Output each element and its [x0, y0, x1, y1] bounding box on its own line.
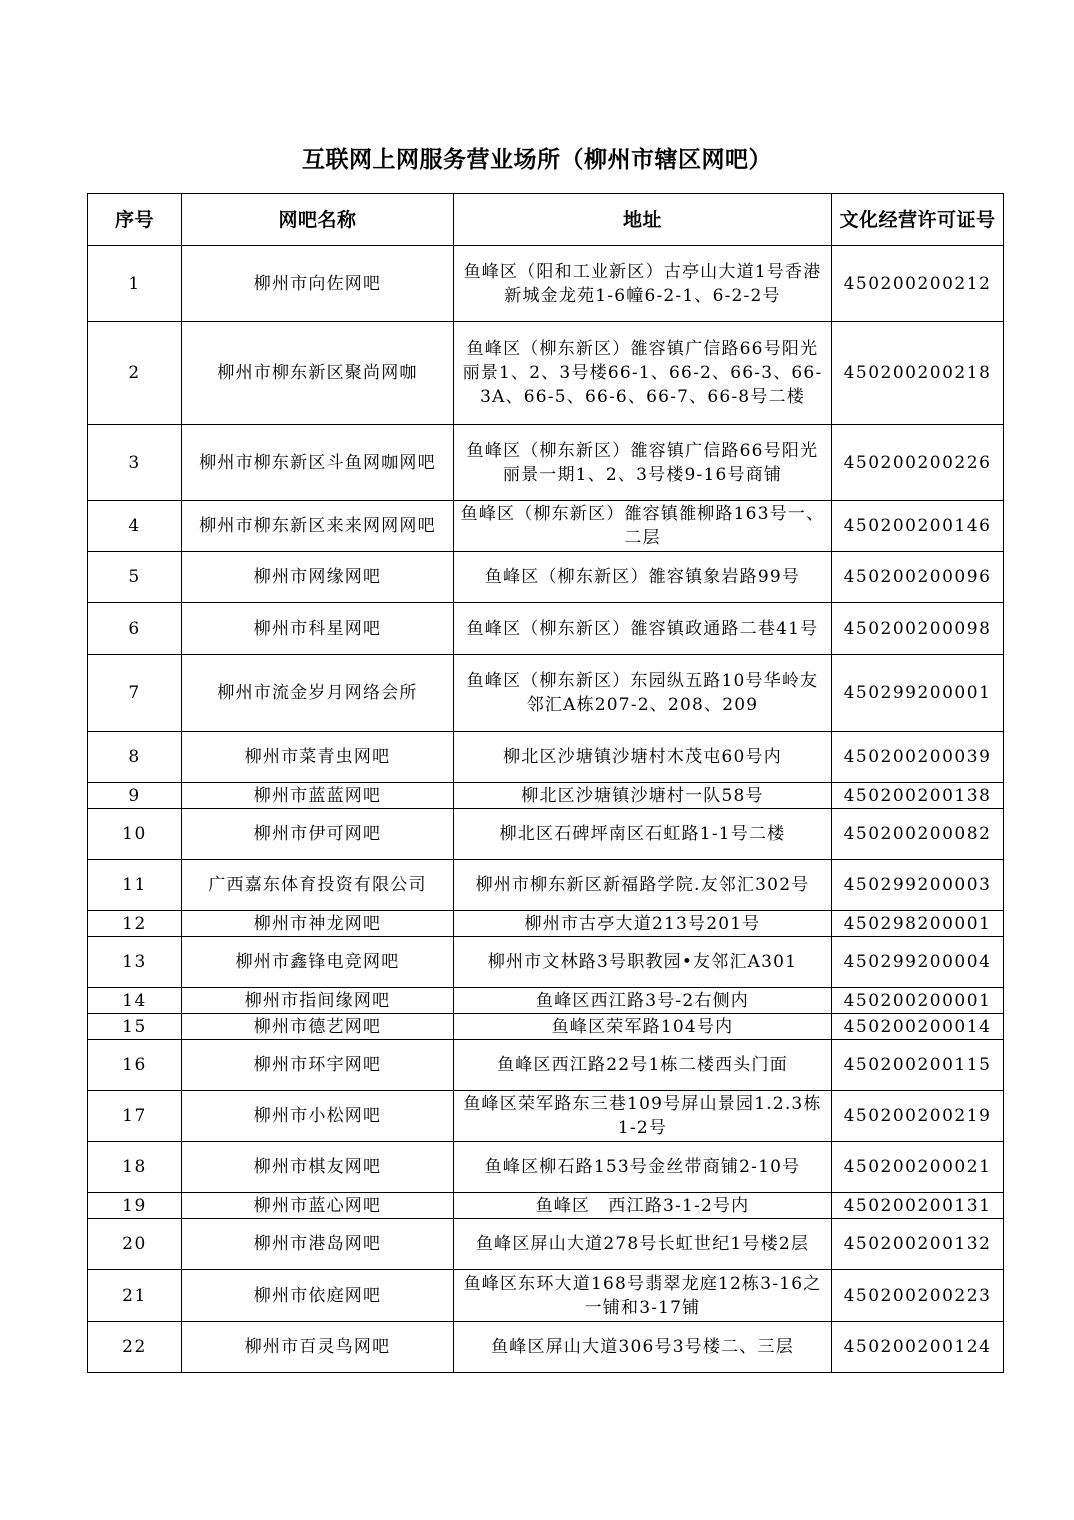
table-row: [88, 783, 1004, 809]
license-number: 450200200132: [832, 1219, 1004, 1270]
header-name: 网吧名称: [182, 194, 454, 246]
netbar-name: 柳州市棋友网吧: [182, 1142, 454, 1193]
license-number: 450299200001: [832, 655, 1004, 732]
license-number: 450200200082: [832, 809, 1004, 860]
row-number: 9: [88, 783, 182, 809]
row-number: 19: [88, 1193, 182, 1219]
license-number: 450200200223: [832, 1270, 1004, 1322]
license-number: 450200200138: [832, 783, 1004, 809]
row-number: 3: [88, 425, 182, 501]
table-row: [88, 860, 1004, 911]
netbar-table: [87, 193, 1004, 1373]
table-row: [88, 603, 1004, 655]
header-seq: 序号: [88, 194, 182, 246]
table-row: [88, 732, 1004, 783]
table-row: [88, 425, 1004, 501]
row-number: 20: [88, 1219, 182, 1270]
license-number: 450200200131: [832, 1193, 1004, 1219]
netbar-name: 柳州市流金岁月网络会所: [182, 655, 454, 732]
table-row: [88, 911, 1004, 937]
license-number: 450200200226: [832, 425, 1004, 501]
table-row: [88, 1091, 1004, 1142]
table-row: [88, 1193, 1004, 1219]
header-license: 文化经营许可证号: [832, 194, 1004, 246]
license-number: 450200200219: [832, 1091, 1004, 1142]
row-number: 22: [88, 1322, 182, 1373]
netbar-address: 鱼峰区西江路3号-2右侧内: [454, 988, 832, 1014]
netbar-name: 柳州市菜青虫网吧: [182, 732, 454, 783]
netbar-name: 柳州市港岛网吧: [182, 1219, 454, 1270]
license-number: 450200200098: [832, 603, 1004, 655]
netbar-address: 柳北区石碑坪南区石虹路1-1号二楼: [454, 809, 832, 860]
table-row: [88, 322, 1004, 425]
netbar-address: 柳州市柳东新区新福路学院.友邻汇302号: [454, 860, 832, 911]
netbar-address: 鱼峰区 西江路3-1-2号内: [454, 1193, 832, 1219]
netbar-address: 鱼峰区屏山大道278号长虹世纪1号楼2层: [454, 1219, 832, 1270]
table-row: [88, 1014, 1004, 1040]
license-number: 450200200021: [832, 1142, 1004, 1193]
netbar-name: 柳州市蓝蓝网吧: [182, 783, 454, 809]
netbar-address: 柳州市文林路3号职教园•友邻汇A301: [454, 937, 832, 988]
netbar-address: 柳州市古亭大道213号201号: [454, 911, 832, 937]
license-number: 450200200115: [832, 1040, 1004, 1091]
netbar-name: 柳州市鑫锋电竞网吧: [182, 937, 454, 988]
netbar-address: 鱼峰区（阳和工业新区）古亭山大道1号香港新城金龙苑1-6幢6-2-1、6-2-2号: [454, 246, 832, 322]
row-number: 8: [88, 732, 182, 783]
netbar-name: 柳州市小松网吧: [182, 1091, 454, 1142]
license-number: 450200200212: [832, 246, 1004, 322]
license-number: 450200200096: [832, 552, 1004, 603]
table-row: [88, 246, 1004, 322]
netbar-name: 柳州市指间缘网吧: [182, 988, 454, 1014]
netbar-address: 鱼峰区东环大道168号翡翠龙庭12栋3-16之一铺和3-17铺: [454, 1270, 832, 1322]
table-row: [88, 1040, 1004, 1091]
row-number: 12: [88, 911, 182, 937]
license-number: 450299200003: [832, 860, 1004, 911]
netbar-name: 柳州市柳东新区斗鱼网咖网吧: [182, 425, 454, 501]
row-number: 16: [88, 1040, 182, 1091]
netbar-address: 鱼峰区荣军路104号内: [454, 1014, 832, 1040]
netbar-address: 鱼峰区荣军路东三巷109号屏山景园1.2.3栋1-2号: [454, 1091, 832, 1142]
row-number: 15: [88, 1014, 182, 1040]
table-row: [88, 552, 1004, 603]
netbar-address: 鱼峰区屏山大道306号3号楼二、三层: [454, 1322, 832, 1373]
table-header-row: [88, 194, 1004, 246]
row-number: 21: [88, 1270, 182, 1322]
netbar-address: 鱼峰区（柳东新区）雒容镇象岩路99号: [454, 552, 832, 603]
license-number: 450200200039: [832, 732, 1004, 783]
row-number: 18: [88, 1142, 182, 1193]
netbar-address: 鱼峰区（柳东新区）雒容镇政通路二巷41号: [454, 603, 832, 655]
netbar-address: 鱼峰区（柳东新区）雒容镇广信路66号阳光丽景一期1、2、3号楼9-16号商铺: [454, 425, 832, 501]
netbar-address: 鱼峰区柳石路153号金丝带商铺2-10号: [454, 1142, 832, 1193]
netbar-name: 柳州市蓝心网吧: [182, 1193, 454, 1219]
netbar-address: 柳北区沙塘镇沙塘村一队58号: [454, 783, 832, 809]
license-number: 450200200124: [832, 1322, 1004, 1373]
table-row: [88, 809, 1004, 860]
row-number: 5: [88, 552, 182, 603]
page-title: 互联网上网服务营业场所（柳州市辖区网吧）: [302, 147, 772, 173]
table-row: [88, 937, 1004, 988]
row-number: 11: [88, 860, 182, 911]
netbar-address: 鱼峰区（柳东新区）雒容镇广信路66号阳光丽景1、2、3号楼66-1、66-2、66-3、66-3A、66-5、66-6、66-7、66-8号二楼: [454, 322, 832, 425]
netbar-name: 柳州市柳东新区来来网网网吧: [182, 501, 454, 552]
netbar-name: 广西嘉东体育投资有限公司: [182, 860, 454, 911]
netbar-address: 柳北区沙塘镇沙塘村木茂屯60号内: [454, 732, 832, 783]
row-number: 6: [88, 603, 182, 655]
netbar-address: 鱼峰区西江路22号1栋二楼西头门面: [454, 1040, 832, 1091]
license-number: 450299200004: [832, 937, 1004, 988]
netbar-address: 鱼峰区（柳东新区）雒容镇雒柳路163号一、二层: [454, 501, 832, 552]
netbar-name: 柳州市伊可网吧: [182, 809, 454, 860]
table-row: [88, 1219, 1004, 1270]
header-address: 地址: [454, 194, 832, 246]
table-row: [88, 501, 1004, 552]
row-number: 17: [88, 1091, 182, 1142]
license-number: 450200200146: [832, 501, 1004, 552]
row-number: 14: [88, 988, 182, 1014]
table-body: [88, 246, 1004, 1373]
table-row: [88, 1142, 1004, 1193]
netbar-name: 柳州市科星网吧: [182, 603, 454, 655]
license-number: 450200200001: [832, 988, 1004, 1014]
row-number: 1: [88, 246, 182, 322]
row-number: 2: [88, 322, 182, 425]
netbar-name: 柳州市向佐网吧: [182, 246, 454, 322]
row-number: 7: [88, 655, 182, 732]
row-number: 10: [88, 809, 182, 860]
netbar-name: 柳州市环宇网吧: [182, 1040, 454, 1091]
netbar-name: 柳州市柳东新区聚尚网咖: [182, 322, 454, 425]
row-number: 4: [88, 501, 182, 552]
netbar-name: 柳州市网缘网吧: [182, 552, 454, 603]
netbar-name: 柳州市神龙网吧: [182, 911, 454, 937]
netbar-name: 柳州市德艺网吧: [182, 1014, 454, 1040]
table-row: [88, 988, 1004, 1014]
license-number: 450298200001: [832, 911, 1004, 937]
netbar-name: 柳州市百灵鸟网吧: [182, 1322, 454, 1373]
table-row: [88, 1270, 1004, 1322]
license-number: 450200200014: [832, 1014, 1004, 1040]
netbar-address: 鱼峰区（柳东新区）东园纵五路10号华岭友邻汇A栋207-2、208、209: [454, 655, 832, 732]
netbar-name: 柳州市依庭网吧: [182, 1270, 454, 1322]
table-row: [88, 1322, 1004, 1373]
license-number: 450200200218: [832, 322, 1004, 425]
row-number: 13: [88, 937, 182, 988]
table-row: [88, 655, 1004, 732]
